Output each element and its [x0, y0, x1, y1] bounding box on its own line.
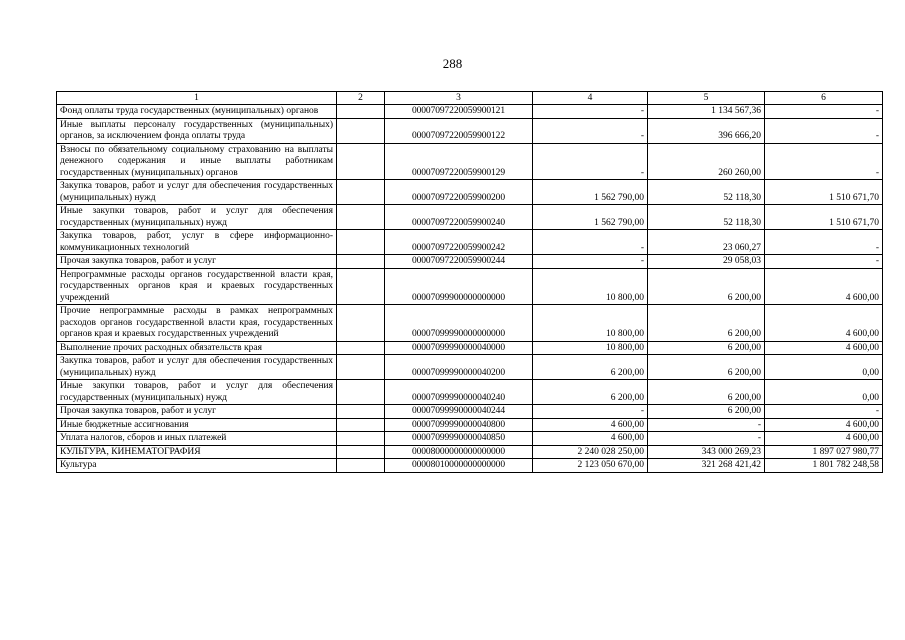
row-name-cell: Иные закупки товаров, работ и услуг для обеспечения государственных (муниципальных) нужд — [57, 380, 337, 405]
row-column-2-cell — [337, 143, 385, 180]
row-column-2-cell — [337, 255, 385, 269]
row-code-cell: 00007099990000040244 — [385, 405, 533, 419]
table-row — [57, 405, 883, 419]
row-column-4-cell: 2 240 028 250,00 — [533, 445, 648, 459]
row-name-cell: Выполнение прочих расходных обязательств края — [57, 341, 337, 355]
row-column-6-cell: 4 600,00 — [765, 418, 883, 432]
row-column-5-cell: 6 200,00 — [648, 405, 765, 419]
table-row — [57, 380, 883, 405]
row-code-cell: 00007097220059900122 — [385, 118, 533, 143]
row-name-cell: Закупка товаров, работ, услуг в сфере информационно-коммуникационных технологий — [57, 230, 337, 255]
row-code-cell: 00007099990000040000 — [385, 341, 533, 355]
table-row — [57, 418, 883, 432]
row-name-cell: Прочие непрограммные расходы в рамках непрограммных расходов органов государственной власти края, государственных органов края и краевых государственных учреждений — [57, 305, 337, 342]
row-column-4-cell: - — [533, 230, 648, 255]
row-code-cell: 00007097220059900244 — [385, 255, 533, 269]
page-number: 288 — [442, 56, 463, 71]
row-code-cell: 00008010000000000000 — [385, 459, 533, 473]
row-name-cell: Иные бюджетные ассигнования — [57, 418, 337, 432]
row-column-4-cell: - — [533, 105, 648, 119]
column-header-6: 6 — [765, 92, 883, 105]
row-name-cell: Культура — [57, 459, 337, 473]
column-header-2: 2 — [337, 92, 385, 105]
row-code-cell: 00007097220059900121 — [385, 105, 533, 119]
row-column-2-cell — [337, 118, 385, 143]
table-row — [57, 445, 883, 459]
row-column-5-cell: 6 200,00 — [648, 380, 765, 405]
table-row — [57, 255, 883, 269]
row-column-6-cell: 1 510 671,70 — [765, 205, 883, 230]
row-column-4-cell: - — [533, 255, 648, 269]
table-row — [57, 459, 883, 473]
row-code-cell: 00007099990000040240 — [385, 380, 533, 405]
row-name-cell: Закупка товаров, работ и услуг для обеспечения государственных (муниципальных) нужд — [57, 355, 337, 380]
row-code-cell: 00007097220059900242 — [385, 230, 533, 255]
table-row — [57, 268, 883, 305]
table-row — [57, 180, 883, 205]
row-column-6-cell: - — [765, 143, 883, 180]
row-column-2-cell — [337, 305, 385, 342]
row-column-4-cell: - — [533, 143, 648, 180]
table-row — [57, 105, 883, 119]
row-name-cell: Фонд оплаты труда государственных (муниципальных) органов — [57, 105, 337, 119]
row-column-2-cell — [337, 105, 385, 119]
row-column-4-cell: 4 600,00 — [533, 418, 648, 432]
row-column-5-cell: 6 200,00 — [648, 355, 765, 380]
row-column-2-cell — [337, 230, 385, 255]
row-column-6-cell: - — [765, 405, 883, 419]
row-name-cell: Взносы по обязательному социальному страхованию на выплаты денежного содержания и иные выплаты работникам государственных (муниципальных) органов — [57, 143, 337, 180]
row-column-5-cell: - — [648, 432, 765, 446]
row-column-2-cell — [337, 180, 385, 205]
row-column-6-cell: - — [765, 105, 883, 119]
table-body — [57, 105, 883, 473]
column-header-4: 4 — [533, 92, 648, 105]
row-column-5-cell: 343 000 269,23 — [648, 445, 765, 459]
table-row — [57, 230, 883, 255]
row-column-2-cell — [337, 355, 385, 380]
row-name-cell: КУЛЬТУРА, КИНЕМАТОГРАФИЯ — [57, 445, 337, 459]
table-row — [57, 305, 883, 342]
column-header-5: 5 — [648, 92, 765, 105]
row-code-cell: 00007099900000000000 — [385, 268, 533, 305]
row-column-2-cell — [337, 268, 385, 305]
row-column-5-cell: 321 268 421,42 — [648, 459, 765, 473]
row-column-4-cell: 10 800,00 — [533, 305, 648, 342]
row-column-2-cell — [337, 459, 385, 473]
row-column-5-cell: 260 260,00 — [648, 143, 765, 180]
row-name-cell: Уплата налогов, сборов и иных платежей — [57, 432, 337, 446]
row-column-5-cell: 6 200,00 — [648, 305, 765, 342]
row-column-5-cell: 23 060,27 — [648, 230, 765, 255]
row-column-6-cell: - — [765, 230, 883, 255]
table-header-row — [57, 92, 883, 105]
row-code-cell: 00007099990000040850 — [385, 432, 533, 446]
table-row — [57, 355, 883, 380]
row-column-6-cell: - — [765, 255, 883, 269]
row-column-6-cell: 1 510 671,70 — [765, 180, 883, 205]
row-column-2-cell — [337, 432, 385, 446]
row-name-cell: Непрограммные расходы органов государственной власти края, государственных органов края и краевых государственных учреждений — [57, 268, 337, 305]
row-column-2-cell — [337, 205, 385, 230]
row-column-2-cell — [337, 380, 385, 405]
row-column-4-cell: 4 600,00 — [533, 432, 648, 446]
row-column-6-cell: 1 897 027 980,77 — [765, 445, 883, 459]
row-name-cell: Иные выплаты персоналу государственных (муниципальных) органов, за исключением фонда оплаты труда — [57, 118, 337, 143]
row-column-6-cell: 0,00 — [765, 380, 883, 405]
row-column-5-cell: 29 058,03 — [648, 255, 765, 269]
row-name-cell: Прочая закупка товаров, работ и услуг — [57, 255, 337, 269]
row-column-2-cell — [337, 445, 385, 459]
row-column-6-cell: 4 600,00 — [765, 305, 883, 342]
row-name-cell: Прочая закупка товаров, работ и услуг — [57, 405, 337, 419]
row-column-5-cell: 6 200,00 — [648, 268, 765, 305]
row-column-6-cell: 1 801 782 248,58 — [765, 459, 883, 473]
row-column-5-cell: 396 666,20 — [648, 118, 765, 143]
row-column-4-cell: 6 200,00 — [533, 355, 648, 380]
table-row — [57, 341, 883, 355]
row-column-6-cell: 0,00 — [765, 355, 883, 380]
row-column-6-cell: 4 600,00 — [765, 341, 883, 355]
row-code-cell: 00007097220059900240 — [385, 205, 533, 230]
row-code-cell: 00007099990000040200 — [385, 355, 533, 380]
row-code-cell: 00007099990000000000 — [385, 305, 533, 342]
row-column-6-cell: 4 600,00 — [765, 268, 883, 305]
row-column-4-cell: 2 123 050 670,00 — [533, 459, 648, 473]
row-column-6-cell: - — [765, 118, 883, 143]
row-column-4-cell: 10 800,00 — [533, 341, 648, 355]
table-row — [57, 205, 883, 230]
table-row — [57, 118, 883, 143]
row-column-5-cell: 1 134 567,36 — [648, 105, 765, 119]
row-code-cell: 00007097220059900200 — [385, 180, 533, 205]
row-column-5-cell: 52 118,30 — [648, 180, 765, 205]
column-header-3: 3 — [385, 92, 533, 105]
row-name-cell: Закупка товаров, работ и услуг для обеспечения государственных (муниципальных) нужд — [57, 180, 337, 205]
row-column-4-cell: 6 200,00 — [533, 380, 648, 405]
row-column-4-cell: - — [533, 118, 648, 143]
row-column-4-cell: 1 562 790,00 — [533, 180, 648, 205]
row-column-5-cell: 6 200,00 — [648, 341, 765, 355]
row-code-cell: 00007099990000040800 — [385, 418, 533, 432]
row-column-4-cell: 1 562 790,00 — [533, 205, 648, 230]
row-column-6-cell: 4 600,00 — [765, 432, 883, 446]
row-column-4-cell: - — [533, 405, 648, 419]
row-code-cell: 00007097220059900129 — [385, 143, 533, 180]
row-column-5-cell: 52 118,30 — [648, 205, 765, 230]
row-column-4-cell: 10 800,00 — [533, 268, 648, 305]
row-column-2-cell — [337, 405, 385, 419]
column-header-1: 1 — [57, 92, 337, 105]
row-code-cell: 00008000000000000000 — [385, 445, 533, 459]
row-column-2-cell — [337, 341, 385, 355]
budget-table — [56, 91, 883, 473]
table-row — [57, 143, 883, 180]
row-column-5-cell: - — [648, 418, 765, 432]
row-column-2-cell — [337, 418, 385, 432]
table-row — [57, 432, 883, 446]
row-name-cell: Иные закупки товаров, работ и услуг для обеспечения государственных (муниципальных) нужд — [57, 205, 337, 230]
